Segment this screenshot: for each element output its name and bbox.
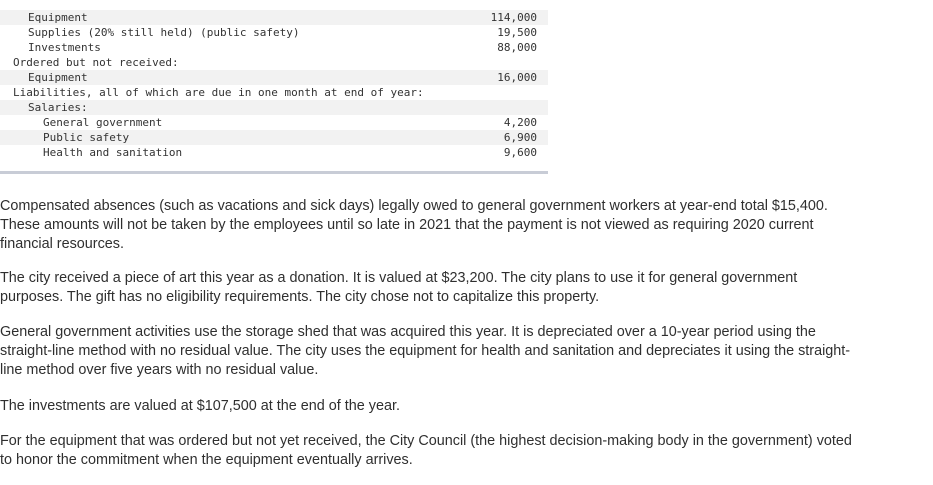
paragraph-line: For the equipment that was ordered but not yet received, the City Council (the highest decision-making body in the government) voted: [0, 433, 852, 449]
paragraph-line: These amounts will not be taken by the employees until so late in 2021 that the payment is not viewed as requiring 2020 current: [0, 217, 814, 233]
table-row: [0, 115, 548, 130]
row-label: Investments: [28, 41, 101, 54]
paragraph-line: General government activities use the storage shed that was acquired this year. It is depreciated over a 10-year period using the: [0, 324, 816, 340]
table-row: [0, 70, 548, 85]
row-label: Salaries:: [28, 101, 88, 114]
paragraph-line: The city received a piece of art this year as a donation. It is valued at $23,200. The city plans to use it for general government: [0, 270, 798, 286]
table-row: [0, 10, 548, 25]
row-label: Health and sanitation: [43, 146, 183, 159]
paragraph-equipment-commitment: [0, 432, 930, 470]
row-amount: 16,000: [497, 71, 537, 84]
row-amount: 6,900: [503, 131, 537, 144]
table-row: [0, 55, 548, 70]
paragraph-compensated-absences: [0, 197, 930, 254]
table-bottom-border: [0, 160, 548, 174]
table-row: [0, 100, 548, 115]
row-amount: 9,600: [503, 146, 537, 159]
table-row: [0, 40, 548, 55]
paragraph-investments: [0, 397, 930, 416]
table-row: [0, 145, 548, 160]
paragraph-line: purposes. The gift has no eligibility requirements. The city chose not to capitalize this property.: [0, 289, 600, 305]
row-amount: 88,000: [497, 41, 537, 54]
row-amount: 4,200: [503, 116, 537, 129]
row-label: Equipment: [28, 71, 88, 84]
row-amount: 19,500: [497, 26, 537, 39]
paragraph-line: financial resources.: [0, 236, 124, 252]
asset-liability-table: [0, 10, 548, 174]
paragraph-line: to honor the commitment when the equipment eventually arrives.: [0, 452, 413, 468]
row-label: Supplies (20% still held) (public safety): [28, 26, 300, 39]
table-row: [0, 25, 548, 40]
paragraph-art-donation: [0, 269, 930, 307]
row-label: Public safety: [43, 131, 130, 144]
paragraph-line: line method over five years with no residual value.: [0, 362, 319, 378]
paragraph-line: Compensated absences (such as vacations and sick days) legally owed to general government workers at year-end total $15,400.: [0, 198, 828, 214]
paragraph-line: The investments are valued at $107,500 at the end of the year.: [0, 398, 401, 414]
paragraph-line: straight-line method with no residual value. The city uses the equipment for health and sanitation and depreciates it using the straight-: [0, 343, 851, 359]
row-label: Equipment: [28, 11, 88, 24]
row-label: General government: [43, 116, 163, 129]
table-row: [0, 85, 548, 100]
row-amount: 114,000: [490, 11, 537, 24]
table-row: [0, 130, 548, 145]
row-label: Ordered but not received:: [13, 56, 179, 69]
paragraph-storage-shed: [0, 323, 930, 380]
row-label: Liabilities, all of which are due in one month at end of year:: [13, 86, 424, 99]
